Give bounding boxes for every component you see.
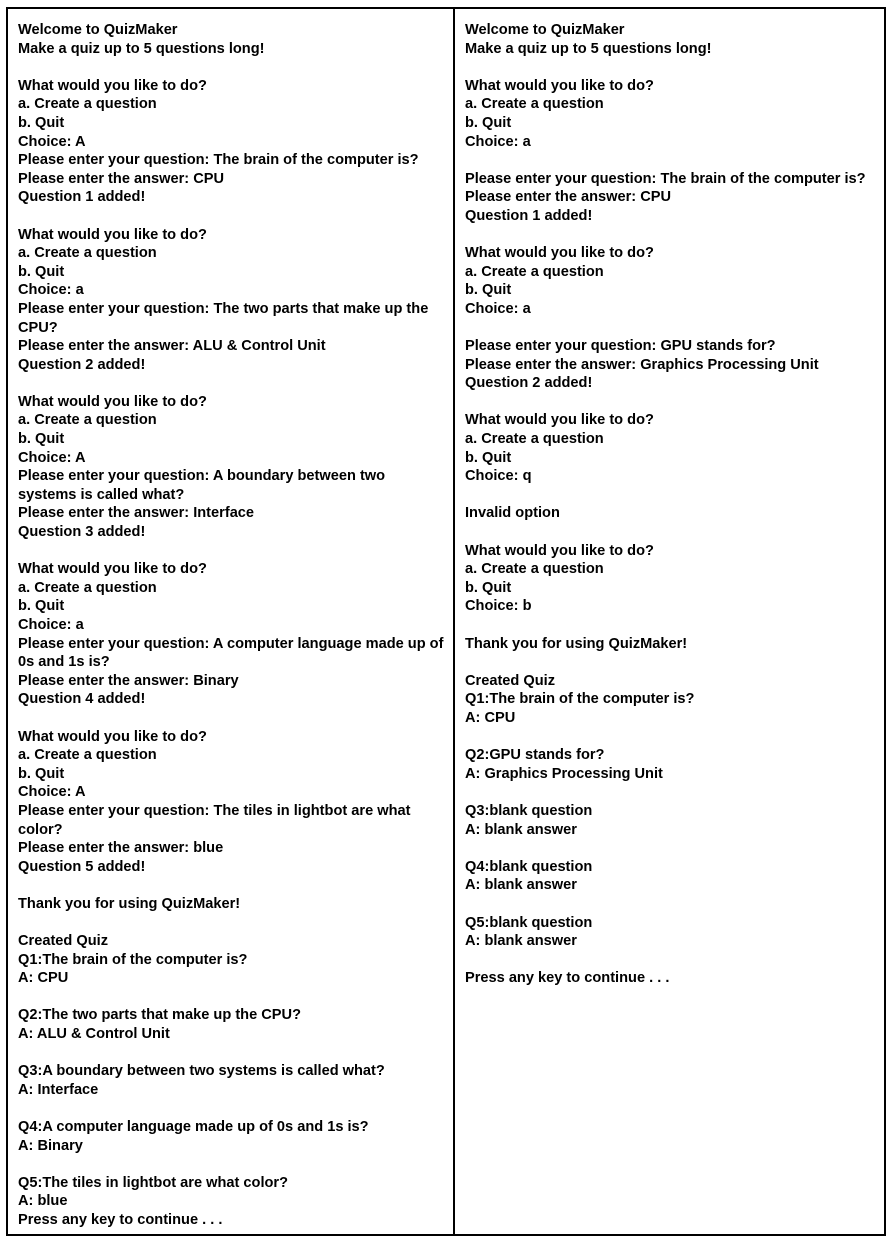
console-line: Please enter the answer: Binary	[18, 672, 239, 689]
blank-line	[465, 839, 876, 858]
console-line: Q4:blank question	[465, 858, 593, 875]
blank-line	[465, 58, 876, 77]
console-line: Thank you for using QuizMaker!	[465, 635, 688, 652]
console-line: Please enter the answer: ALU & Control Unit	[18, 338, 326, 355]
console-line: b. Quit	[18, 598, 65, 615]
console-line: a. Create a question	[18, 245, 157, 262]
console-line: Press any key to continue . . .	[18, 1212, 223, 1228]
console-line: Welcome to QuizMaker	[465, 22, 625, 38]
console-line: Q3:A boundary between two systems is called what?	[18, 1063, 385, 1080]
console-line: What would you like to do?	[465, 77, 654, 94]
console-line: b. Quit	[18, 114, 65, 131]
console-line: A: blank answer	[465, 877, 577, 894]
blank-line	[465, 226, 876, 245]
console-line: Thank you for using QuizMaker!	[18, 895, 241, 912]
console-line: Question 5 added!	[18, 858, 146, 875]
console-line: Please enter your question: GPU stands for?	[465, 338, 776, 355]
console-line: A: Interface	[18, 1081, 99, 1098]
console-line: A: CPU	[465, 709, 516, 726]
console-line: b. Quit	[18, 765, 65, 782]
console-line: Please enter your question: The brain of the computer is?	[18, 152, 419, 169]
console-line: Q4:A computer language made up of 0s and 1s is?	[18, 1119, 369, 1136]
console-line: Q5:The tiles in lightbot are what color?	[18, 1174, 289, 1191]
console-line: Please enter your question: The two parts that make up the CPU?	[18, 300, 433, 336]
console-line: A: blank answer	[465, 933, 577, 950]
console-line: Please enter your question: The tiles in lightbot are what color?	[18, 802, 415, 838]
blank-line	[465, 895, 876, 914]
console-line: b. Quit	[465, 579, 512, 596]
console-line: Created Quiz	[18, 933, 109, 950]
console-line: Question 1 added!	[18, 189, 146, 206]
console-line: Please enter your question: A computer language made up of 0s and 1s is?	[18, 635, 448, 671]
console-line: A: Binary	[18, 1137, 83, 1154]
console-line: Choice: A	[18, 449, 86, 466]
console-line: A: CPU	[18, 970, 69, 987]
blank-line	[18, 709, 445, 728]
console-line: Please enter the answer: CPU	[465, 189, 672, 206]
console-line: b. Quit	[465, 114, 512, 131]
console-line: Question 2 added!	[465, 375, 593, 392]
blank-line	[465, 486, 876, 505]
console-line: What would you like to do?	[465, 412, 654, 429]
console-line: Choice: A	[18, 784, 86, 801]
blank-line	[18, 58, 445, 77]
console-line: a. Create a question	[465, 431, 604, 448]
console-line: Welcome to QuizMaker	[18, 22, 178, 38]
blank-line	[18, 207, 445, 226]
blank-line	[465, 616, 876, 635]
console-line: Please enter your question: A boundary between two systems is called what?	[18, 468, 390, 503]
console-line: Q2:GPU stands for?	[465, 747, 605, 764]
blank-line	[18, 374, 445, 393]
console-line: Question 4 added!	[18, 691, 146, 708]
left-session-output	[8, 9, 455, 1234]
console-line: b. Quit	[18, 431, 65, 448]
blank-line	[465, 151, 876, 170]
console-line: What would you like to do?	[18, 393, 207, 410]
blank-line	[465, 319, 876, 338]
console-line: Invalid option	[465, 505, 560, 522]
console-line: Please enter your question: The brain of the computer is?	[465, 170, 866, 187]
console-line: a. Create a question	[465, 561, 604, 578]
console-line: Question 1 added!	[465, 207, 593, 224]
right-session-output	[455, 9, 884, 1234]
blank-line	[18, 914, 445, 933]
console-line: a. Create a question	[18, 747, 157, 764]
console-line: Please enter the answer: blue	[18, 840, 224, 857]
blank-line	[18, 1044, 445, 1063]
console-line: b. Quit	[465, 282, 512, 299]
console-line: Make a quiz up to 5 questions long!	[18, 40, 265, 57]
console-line: Please enter the answer: CPU	[18, 170, 225, 187]
console-line: Q1:The brain of the computer is?	[18, 951, 248, 968]
console-line: a. Create a question	[18, 412, 157, 429]
console-line: Choice: b	[465, 598, 532, 615]
console-line: Choice: a	[465, 300, 531, 317]
console-line: Created Quiz	[465, 672, 556, 689]
console-line: A: blank answer	[465, 821, 577, 838]
blank-line	[18, 542, 445, 561]
console-line: a. Create a question	[18, 96, 157, 113]
console-line: Q5:blank question	[465, 914, 593, 931]
console-line: a. Create a question	[18, 579, 157, 596]
console-line: Please enter the answer: Interface	[18, 505, 255, 522]
blank-line	[465, 728, 876, 747]
console-line: a. Create a question	[465, 96, 604, 113]
console-line: A: blue	[18, 1193, 68, 1210]
blank-line	[465, 951, 876, 970]
blank-line	[465, 393, 876, 412]
console-line: b. Quit	[465, 449, 512, 466]
blank-line	[465, 523, 876, 542]
console-line: What would you like to do?	[18, 226, 207, 243]
comparison-table	[6, 7, 886, 1236]
console-line: Question 3 added!	[18, 524, 146, 541]
console-line: What would you like to do?	[18, 728, 207, 745]
console-line: Question 2 added!	[18, 356, 146, 373]
console-line: What would you like to do?	[465, 542, 654, 559]
console-line: Press any key to continue . . .	[465, 970, 670, 987]
console-line: What would you like to do?	[18, 77, 207, 94]
blank-line	[465, 653, 876, 672]
console-line: Make a quiz up to 5 questions long!	[465, 40, 712, 57]
console-line: Choice: q	[465, 468, 532, 485]
console-line: Please enter the answer: Graphics Processing Unit	[465, 356, 819, 373]
console-line: What would you like to do?	[18, 561, 207, 578]
console-line: b. Quit	[18, 263, 65, 280]
console-line: What would you like to do?	[465, 245, 654, 262]
blank-line	[18, 988, 445, 1007]
console-line: A: Graphics Processing Unit	[465, 765, 663, 782]
console-line: Q1:The brain of the computer is?	[465, 691, 695, 708]
blank-line	[18, 1155, 445, 1174]
console-line: Choice: a	[18, 617, 84, 633]
console-line: a. Create a question	[465, 263, 604, 280]
console-line: Choice: a	[18, 282, 84, 299]
blank-line	[465, 783, 876, 802]
blank-line	[18, 876, 445, 895]
blank-line	[18, 1099, 445, 1118]
console-line: Choice: A	[18, 133, 86, 150]
console-line: Choice: a	[465, 133, 531, 150]
console-line: A: ALU & Control Unit	[18, 1026, 170, 1043]
console-line: Q3:blank question	[465, 802, 593, 819]
console-line: Q2:The two parts that make up the CPU?	[18, 1007, 301, 1024]
